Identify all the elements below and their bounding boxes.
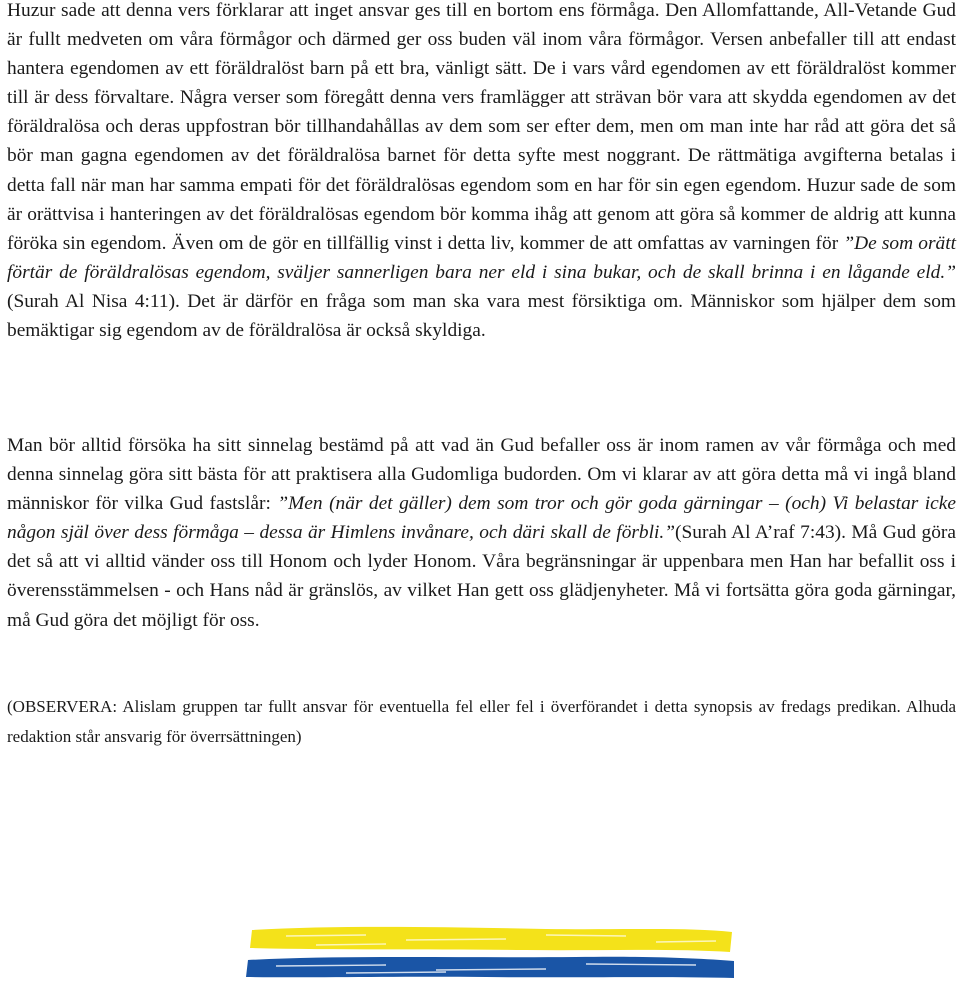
disclaimer-note: (OBSERVERA: Alislam gruppen tar fullt ansvar för eventuella fel eller fel i överförandet i detta synopsis av fredags predikan. Alhuda redaktion står ansvarig för överrsättningen)	[7, 697, 956, 746]
quran-quote-araf: ”Men (när det gäller) dem som tror och gör goda gärningar – (och) Vi belastar icke någon själ över dess förmåga – dessa är Himlens invånare, och däri skall de förbli.”	[7, 493, 956, 544]
quran-quote-nisa: ”De som orätt förtär de föräldralösas egendom, sväljer sannerligen bara ner eld i sina bukar, och de skall brinna i en lågande eld.”	[7, 232, 956, 283]
paragraph2-text-b: (Surah Al A’raf 7:43). Må Gud göra det så att vi alltid vänder oss till Honom och lyder Honom. Våra begränsningar är uppenbara men Han har befallit oss i överensstämmelsen - och Hans nåd är gränslös, av vilket Han gett oss glädjenyheter. Må vi fortsätta göra goda gärningar, må Gud göra det möjligt för oss.	[7, 522, 956, 631]
paragraph2-text-a: Man bör alltid försöka ha sitt sinnelag bestämd på att vad än Gud befaller oss är inom ramen av vår förmåga och med denna sinnelag göra sitt bästa för att praktisera alla Gudomliga budorden. Om vi klarar av att göra detta må vi ingå bland människor för vilka Gud fastslår:	[7, 435, 956, 515]
paragraph-orphan-property	[7, 0, 956, 345]
paragraph-capacity	[7, 431, 956, 635]
flag-banner-graphic	[246, 924, 736, 980]
paragraph1-text-b: (Surah Al Nisa 4:11). Det är därför en fråga som man ska vara mest försiktiga om. Människor som hjälper dem som bemäktigar sig egendom av de föräldralösa är också skyldiga.	[7, 290, 956, 342]
paragraph1-text-a: Huzur sade att denna vers förklarar att inget ansvar ges till en bortom ens förmåga. Den Allomfattande, All-Vetande Gud är fullt medveten om våra förmågor och därmed ger oss buden väl inom våra förmågor. Versen anbefaller till att endast hantera egendomen av ett föräldralöst barn på ett bra, vänligt sätt. De i vars vård egendomen av ett föräldralöst kommer till är dess förvaltare. Några verser som föregått denna vers framlägger att strävan bör vara att skydda egendomen av det föräldralösa och deras uppfostran bör tillhandahållas av dem som ser efter dem, men om man inte har råd att göra det så bör man gagna egendomen av det föräldralösa barnet för detta syfte mest noggrant. De rättmätiga avgifterna betalas i detta fall när man har samma empati för det föräldralösas egendom som en har för sin egen egendom. Huzur sade de som är orättvisa i hanteringen av det föräldralösas egendom bör komma ihåg att genom att göra så kommer de aldrig att kunna föröka sin egendom. Även om de gör en tillfällig vinst i detta liv, kommer de att omfattas av varningen för	[7, 0, 956, 254]
blue-brush-stroke	[246, 957, 734, 978]
